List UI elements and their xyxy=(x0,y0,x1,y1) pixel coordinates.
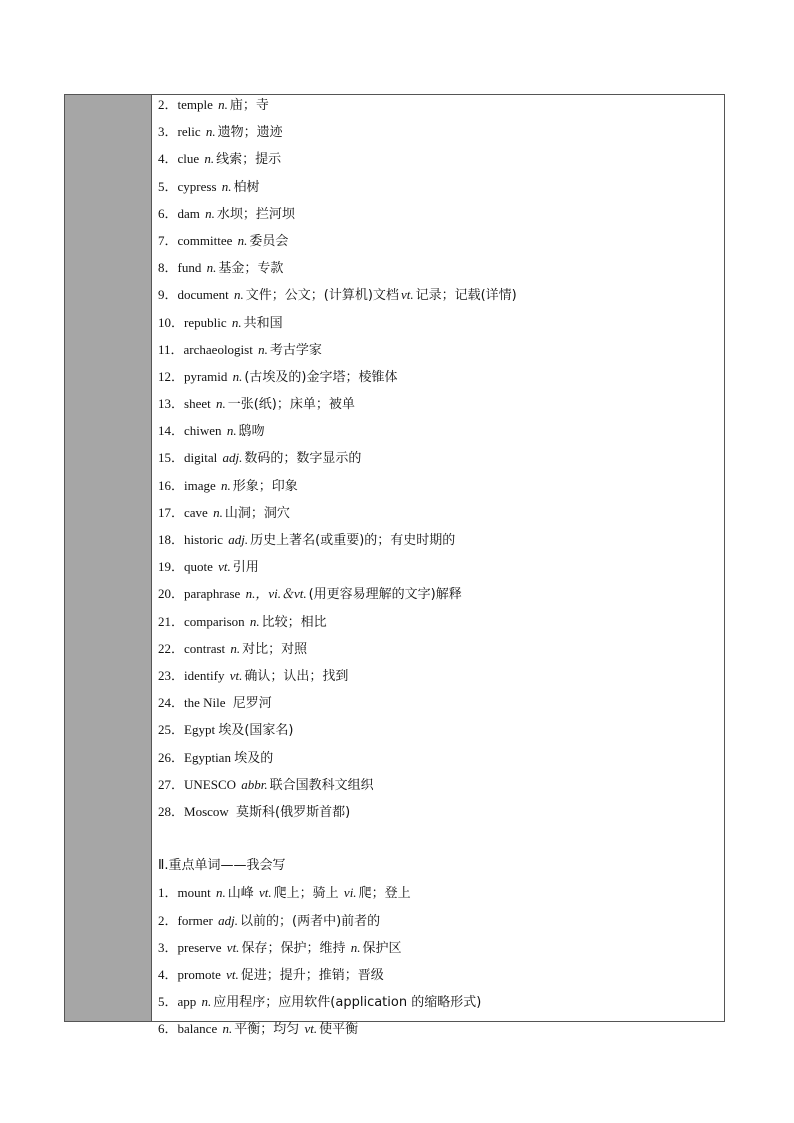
list-item: 11．archaeologist n. 考古学家 xyxy=(158,341,322,358)
list-item: 7．committee n. 委员会 xyxy=(158,232,289,249)
list-item: 26．Egyptian 埃及的 xyxy=(158,749,274,766)
list-item: 10．republic n. 共和国 xyxy=(158,314,283,331)
list-item: 24．the Nile 尼罗河 xyxy=(158,695,272,712)
list-item: 20．paraphrase n.，vi.＆vt. (用更容易理解的文字)解释 xyxy=(158,586,462,603)
list-item: 28．Moscow 莫斯科(俄罗斯首都) xyxy=(158,803,351,820)
list-item: 2．former adj. 以前的；(两者中)前者的 xyxy=(158,912,381,929)
vocabulary-table xyxy=(64,94,725,1038)
list-item: 5．cypress n. 柏树 xyxy=(158,178,260,195)
list-item: 13．sheet n. 一张(纸)；床单；被单 xyxy=(158,396,355,413)
list-item: 9．document n. 文件；公文；(计算机)文档 vt. 记录；记载(详情) xyxy=(158,287,517,304)
list-item: 3．relic n. 遗物；遗迹 xyxy=(158,124,283,141)
list-item: 15．digital adj. 数码的；数字显示的 xyxy=(158,450,362,467)
list-item: 17．cave n. 山洞；洞穴 xyxy=(158,504,290,521)
list-item: 8．fund n. 基金；专款 xyxy=(158,260,284,277)
list-item: 12．pyramid n. (古埃及的)金字塔；棱锥体 xyxy=(158,368,398,385)
list-item: 1．mount n. 山峰 vt. 爬上；骑上 vi. 爬；登上 xyxy=(158,885,411,902)
side-column xyxy=(65,95,152,1021)
list-item: 2．temple n. 庙；寺 xyxy=(158,97,269,113)
section-heading: Ⅱ.重点单词——我会写 xyxy=(158,858,286,874)
list-item: 3．preserve vt. 保存；保护；维持 n. 保护区 xyxy=(158,939,402,956)
list-item: 23．identify vt. 确认；认出；找到 xyxy=(158,667,349,684)
list-item: 14．chiwen n. 鸱吻 xyxy=(158,423,265,440)
list-item: 22．contrast n. 对比；对照 xyxy=(158,640,308,657)
list-item: 5．app n. 应用程序；应用软件(application 的缩略形式) xyxy=(158,994,482,1011)
list-item: 18．historic adj. 历史上著名(或重要)的；有史时期的 xyxy=(158,532,456,548)
list-item: 6．dam n. 水坝；拦河坝 xyxy=(158,205,295,222)
list-item: 4．clue n. 线索；提示 xyxy=(158,151,282,168)
list-item: 25．Egypt 埃及(国家名) xyxy=(158,722,294,739)
list-item: 16．image n. 形象；印象 xyxy=(158,477,298,494)
list-item: 19．quote vt. 引用 xyxy=(158,559,259,576)
list-item: 27．UNESCO abbr. 联合国教科文组织 xyxy=(158,776,374,793)
vocabulary-content xyxy=(152,95,724,1038)
list-item: 21．comparison n. 比较；相比 xyxy=(158,613,327,630)
list-item: 4．promote vt. 促进；提升；推销；晋级 xyxy=(158,967,384,983)
list-item: 6．balance n. 平衡；均匀 vt. 使平衡 xyxy=(158,1021,359,1038)
list-item xyxy=(158,829,724,856)
